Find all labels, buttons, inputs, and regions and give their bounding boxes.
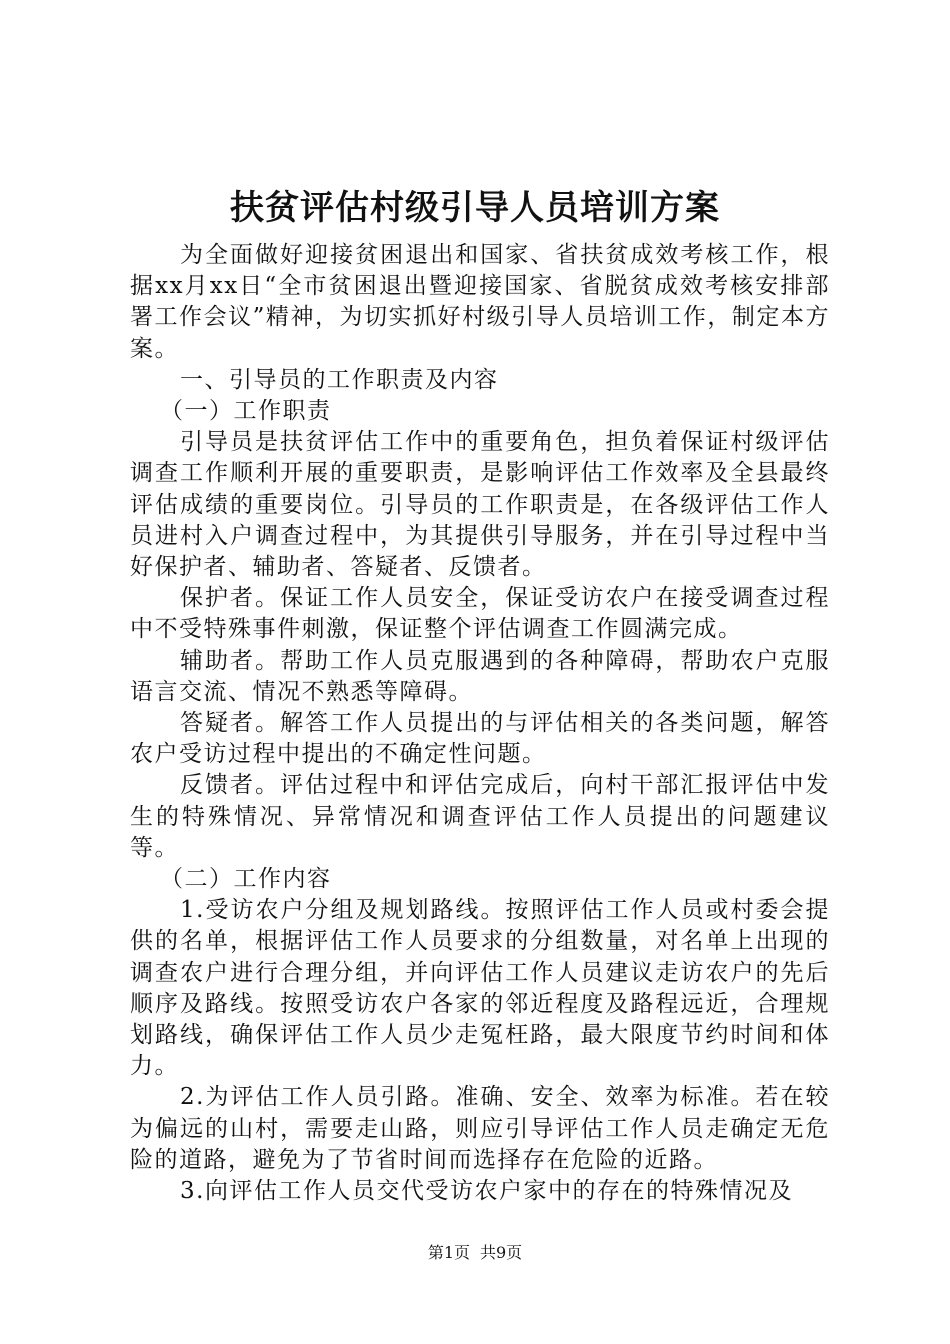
paragraph-item-2: 2.为评估工作人员引路。准确、安全、效率为标准。若在较为偏远的山村，需要走山路，则应引导评估工作人员走确定无危险的道路，避免为了节省时间而选择存在危险的近路。 bbox=[130, 1084, 830, 1173]
paragraph-feedbacker: 反馈者。评估过程中和评估完成后，向村干部汇报评估中发生的特殊情况、异常情况和调查评估工作人员提出的问题建议等。 bbox=[130, 772, 830, 861]
paragraph-assistant: 辅助者。帮助工作人员克服遇到的各种障碍，帮助农户克服语言交流、情况不熟悉等障碍。 bbox=[130, 647, 830, 705]
heading-subsection-2: （二）工作内容 bbox=[160, 866, 332, 893]
paragraph-item-3: 3.向评估工作人员交代受访农户家中的存在的特殊情况及 bbox=[180, 1178, 793, 1205]
paragraph-duties: 引导员是扶贫评估工作中的重要角色，担负着保证村级评估调查工作顺利开展的重要职责，是影响评估工作效率及全县最终评估成绩的重要岗位。引导员的工作职责是，在各级评估工作人员进村入户调查过程中，为其提供引导服务，并在引导过程中当好保护者、辅助者、答疑者、反馈者。 bbox=[130, 429, 830, 581]
page-number: 第1页 bbox=[427, 1243, 470, 1262]
heading-subsection-1: （一）工作职责 bbox=[160, 398, 332, 425]
document-body bbox=[130, 240, 830, 1207]
paragraph-intro: 为全面做好迎接贫困退出和国家、省扶贫成效考核工作，根据xx月xx日“全市贫困退出暨迎接国家、省脱贫成效考核安排部署工作会议”精神，为切实抓好村级引导人员培训工作，制定本方案。 bbox=[130, 242, 830, 362]
page-total: 共9页 bbox=[480, 1243, 523, 1262]
paragraph-item-1: 1.受访农户分组及规划路线。按照评估工作人员或村委会提供的名单，根据评估工作人员要求的分组数量，对名单上出现的调查农户进行合理分组，并向评估工作人员建议走访农户的先后顺序及路线。按照受访农户各家的邻近程度及路程远近，合理规划路线，确保评估工作人员少走冤枉路，最大限度节约时间和体力。 bbox=[130, 897, 830, 1080]
page-footer bbox=[0, 1242, 950, 1264]
heading-section-1: 一、引导员的工作职责及内容 bbox=[180, 366, 499, 393]
paragraph-answerer: 答疑者。解答工作人员提出的与评估相关的各类问题，解答农户受访过程中提出的不确定性问题。 bbox=[130, 710, 830, 768]
paragraph-protector: 保护者。保证工作人员安全，保证受访农户在接受调查过程中不受特殊事件刺激，保证整个评估调查工作圆满完成。 bbox=[130, 585, 830, 643]
document-title: 扶贫评估村级引导人员培训方案 bbox=[230, 188, 720, 228]
